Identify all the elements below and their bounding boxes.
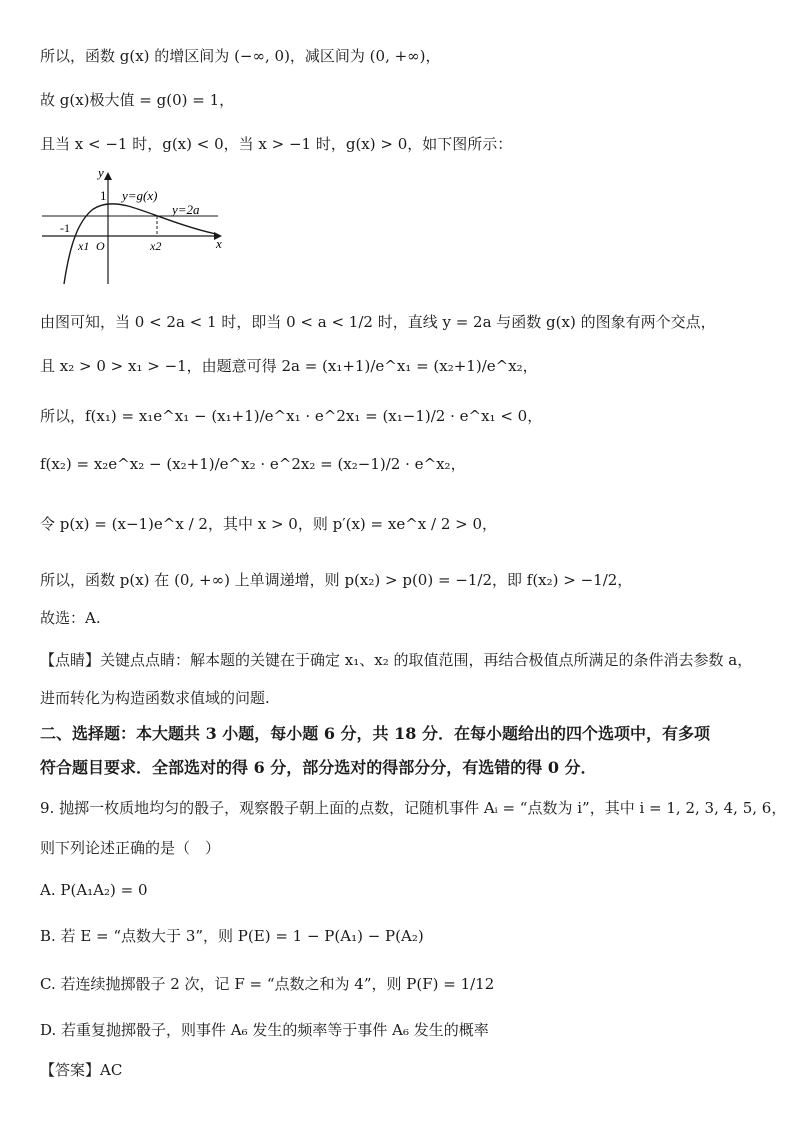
option-b: B. 若 E = “点数大于 3”，则 P(E) = 1 − P(A₁) − P(A₂) xyxy=(40,927,424,945)
section-heading-1: 二、选择题：本大题共 3 小题，每小题 6 分，共 18 分．在每小题给出的四个选项中，有多项 xyxy=(40,724,710,743)
label-y-axis: y xyxy=(98,165,104,180)
text-line-10: 故选：A. xyxy=(40,609,101,627)
text-line-4: 由图可知，当 0 < 2a < 1 时，即当 0 < a < 1/2 时，直线 y = 2a 与函数 g(x) 的图象有两个交点， xyxy=(40,313,716,331)
function-graph xyxy=(40,164,230,286)
label-one: 1 xyxy=(100,188,107,203)
section-heading-2: 符合题目要求．全部选对的得 6 分，部分选对的得部分分，有选错的得 0 分． xyxy=(40,758,597,777)
text-line-9: 所以，函数 p(x) 在 (0, +∞) 上单调递增，则 p(x₂) > p(0) = −1/2，即 f(x₂) > −1/2， xyxy=(40,571,633,589)
label-x2: x2 xyxy=(150,239,162,253)
answer-line: 【答案】AC xyxy=(40,1061,123,1079)
option-a: A. P(A₁A₂) = 0 xyxy=(40,881,148,899)
option-d: D. 若重复抛掷骰子，则事件 A₆ 发生的频率等于事件 A₆ 发生的概率 xyxy=(40,1021,489,1039)
key-point-line-2: 进而转化为构造函数求值域的问题. xyxy=(40,689,270,707)
question-9-line-1: 9. 抛掷一枚质地均匀的骰子，观察骰子朝上面的点数，记随机事件 Aᵢ = “点数为 i”，其中 i = 1, 2, 3, 4, 5, 6， xyxy=(40,799,787,817)
option-c: C. 若连续抛掷骰子 2 次，记 F = “点数之和为 4”，则 P(F) = 1/12 xyxy=(40,975,495,993)
text-line-3: 且当 x < −1 时，g(x) < 0，当 x > −1 时，g(x) > 0，如下图所示： xyxy=(40,135,513,153)
label-curve: y=g(x) xyxy=(122,188,158,203)
text-line-6: 所以，f(x₁) = x₁e^x₁ − (x₁+1)/e^x₁ · e^2x₁ = (x₁−1)/2 · e^x₁ < 0， xyxy=(40,407,543,425)
text-line-7: f(x₂) = x₂e^x₂ − (x₂+1)/e^x₂ · e^2x₂ = (x₂−1)/2 · e^x₂， xyxy=(40,455,466,473)
text-line-1: 所以，函数 g(x) 的增区间为 (−∞, 0)，减区间为 (0, +∞)， xyxy=(40,47,441,65)
text-line-2: 故 g(x)极大值 = g(0) = 1， xyxy=(40,91,235,109)
text-line-5: 且 x₂ > 0 > x₁ > −1，由题意可得 2a = (x₁+1)/e^x₁ = (x₂+1)/e^x₂， xyxy=(40,357,538,375)
question-9-line-2: 则下列论述正确的是（ ） xyxy=(40,839,221,857)
label-x1: x1 xyxy=(78,239,90,253)
label-x-axis: x xyxy=(216,236,222,251)
text-line-8: 令 p(x) = (x−1)e^x / 2，其中 x > 0，则 p′(x) = xe^x / 2 > 0， xyxy=(40,515,498,533)
graph-svg xyxy=(40,164,230,286)
y-axis-arrow xyxy=(104,172,112,180)
key-point-line-1: 【点睛】关键点点睛：解本题的关键在于确定 x₁、x₂ 的取值范围，再结合极值点所满足的条件消去参数 a， xyxy=(40,651,753,669)
label-origin: O xyxy=(96,239,105,253)
label-neg-one: -1 xyxy=(60,221,70,235)
label-line-2a: y=2a xyxy=(172,202,200,217)
